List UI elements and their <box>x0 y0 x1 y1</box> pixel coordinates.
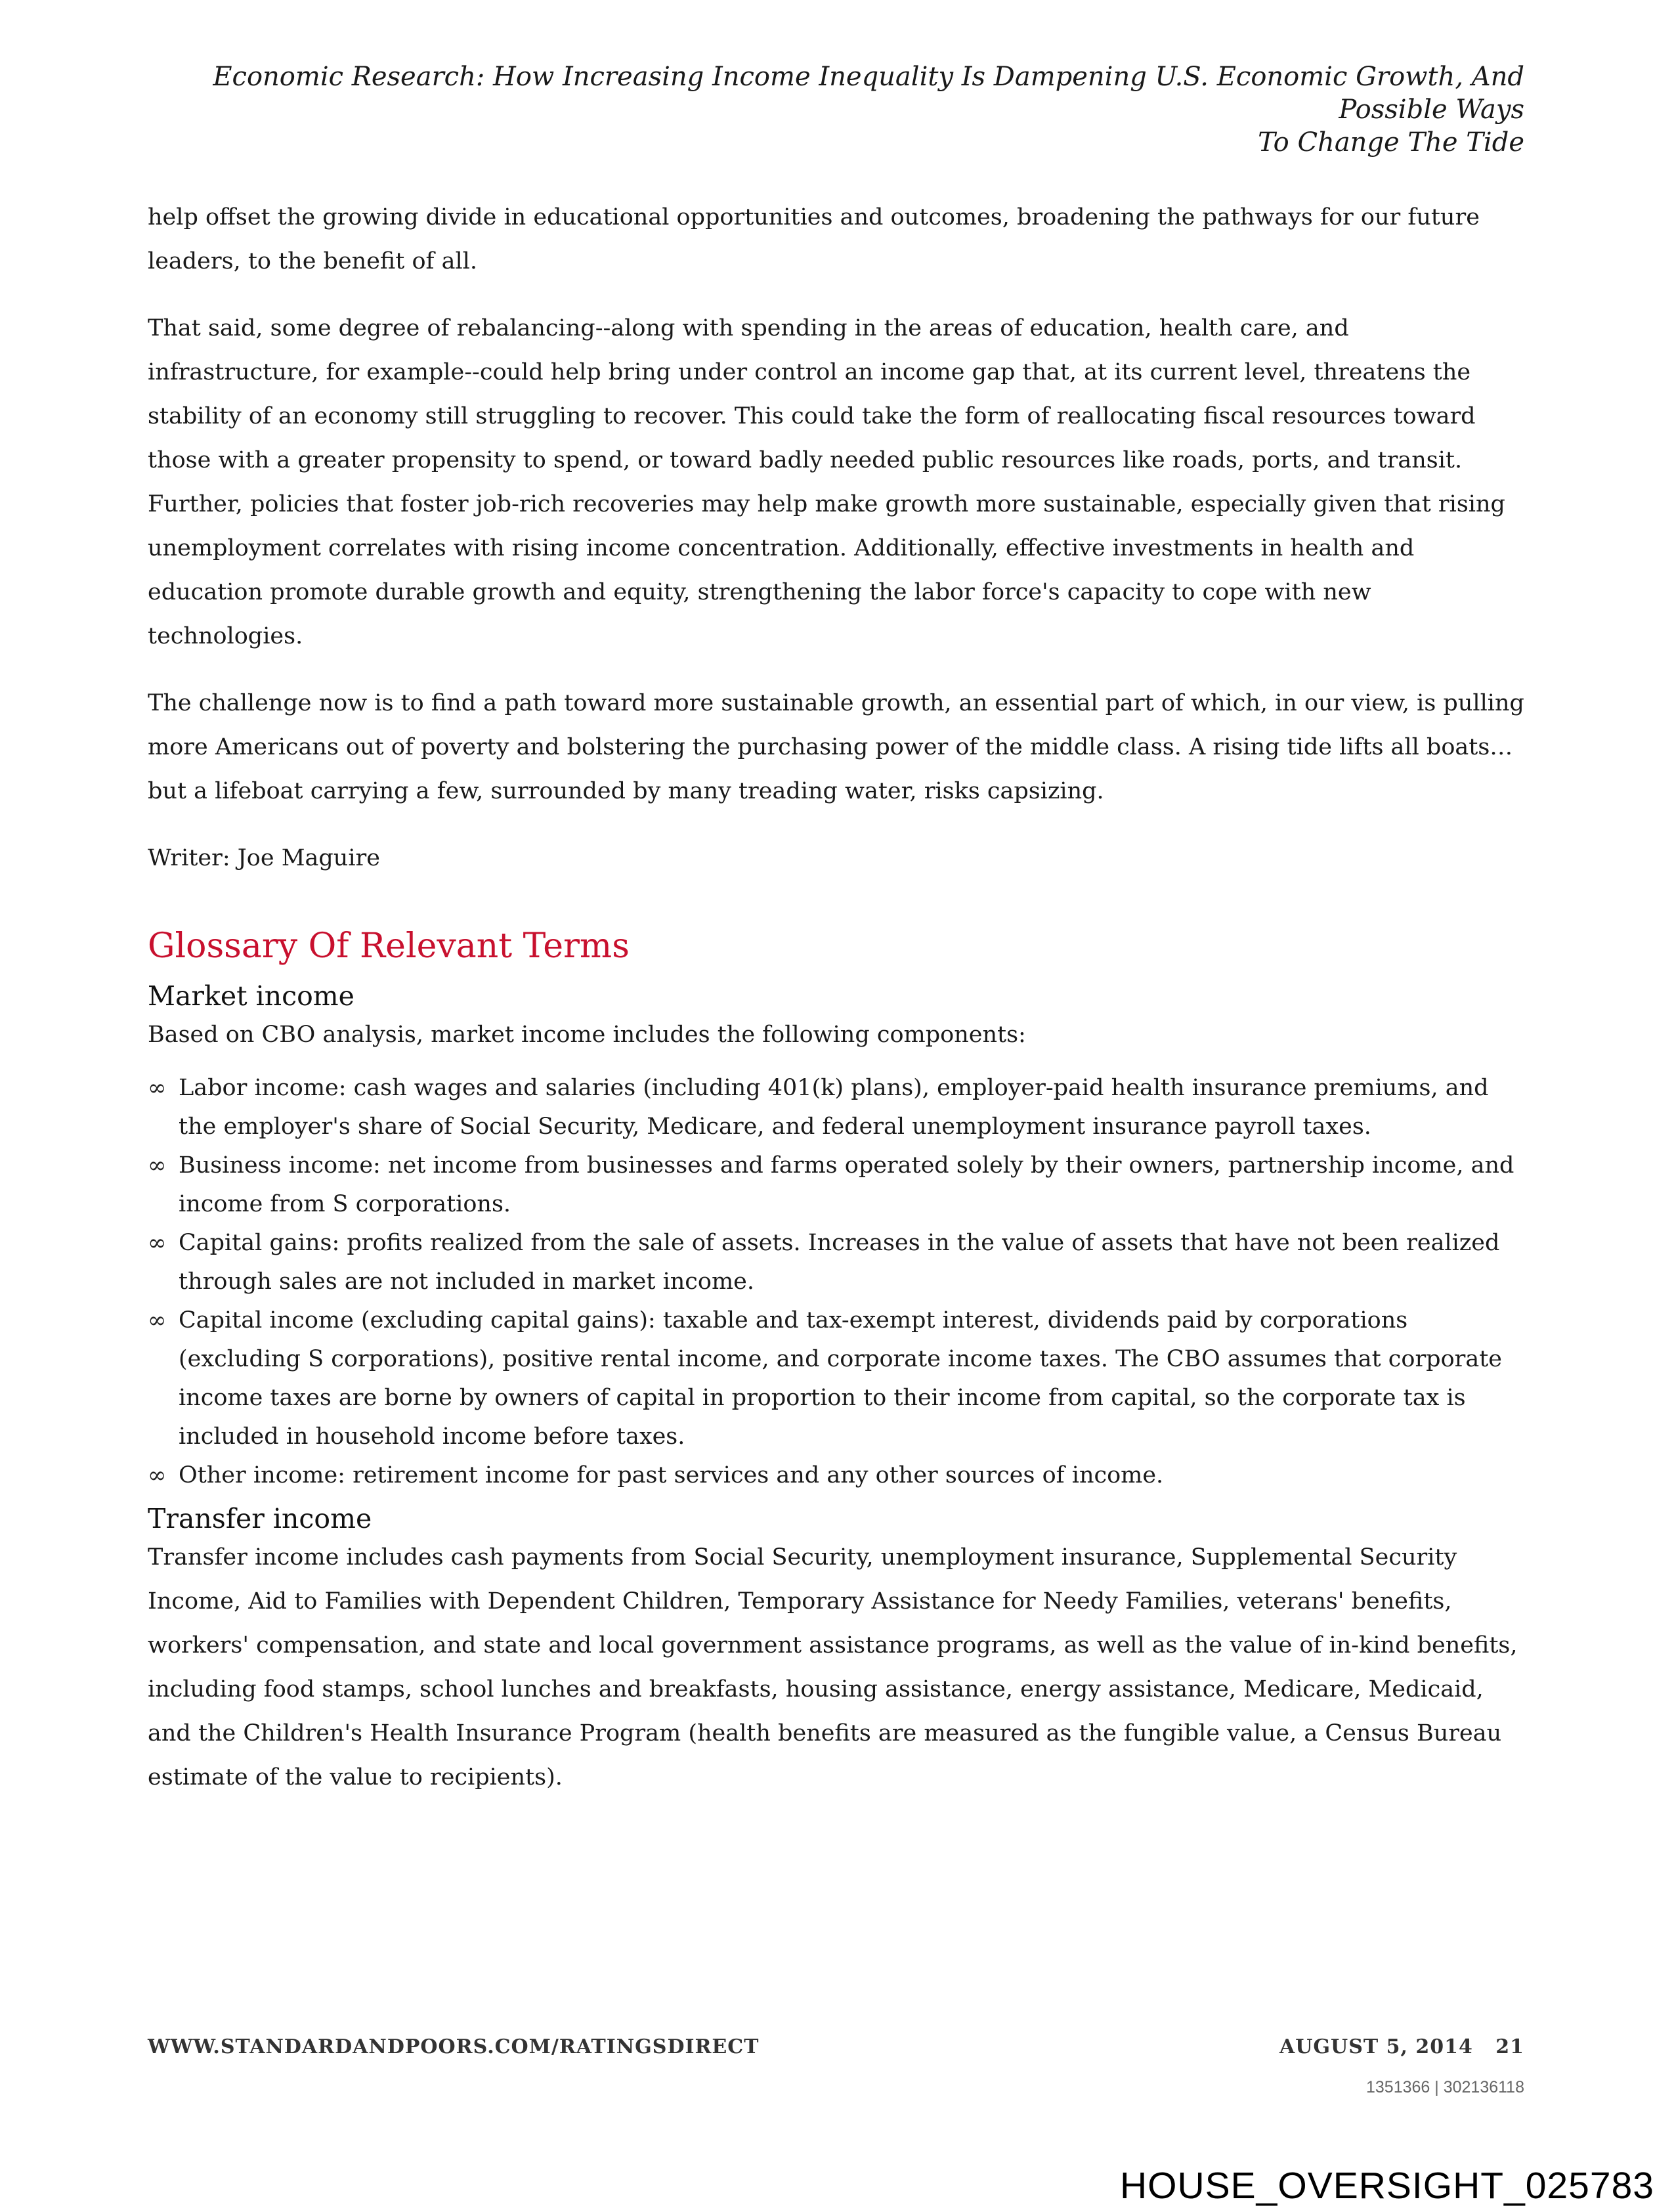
list-item <box>148 1301 1526 1456</box>
document-ids: 1351366 | 302136118 <box>1366 2078 1524 2096</box>
market-income-intro: Based on CBO analysis, market income includes the following components: <box>148 1022 1026 1048</box>
bates-stamp: HOUSE_OVERSIGHT_025783 <box>1119 2165 1654 2207</box>
list-item-text: Capital income (excluding capital gains): taxable and tax-exempt interest, dividends paid by corporations (excluding S corporations), positive rental income, and corporate income taxes. The CBO assumes that corporate income taxes are borne by owners of capital in proportion to their income from capital, so the corporate tax is included in household income before taxes. <box>179 1307 1503 1450</box>
glossary-heading: Glossary Of Relevant Terms <box>148 926 630 966</box>
list-item-text: Capital gains: profits realized from the sale of assets. Increases in the value of assets that have not been realized through sales are not included in market income. <box>179 1230 1500 1295</box>
list-item-text: Other income: retirement income for past services and any other sources of income. <box>179 1462 1164 1488</box>
infinity-bullet-icon: ∞ <box>148 1462 167 1488</box>
footer-date: AUGUST 5, 2014 <box>1279 2035 1473 2058</box>
infinity-bullet-icon: ∞ <box>148 1230 167 1256</box>
footer-url: WWW.STANDARDANDPOORS.COM/RATINGSDIRECT <box>148 2035 760 2058</box>
infinity-bullet-icon: ∞ <box>148 1152 167 1179</box>
term-heading-transfer-income: Transfer income <box>148 1503 372 1534</box>
infinity-bullet-icon: ∞ <box>148 1307 167 1334</box>
term-heading-market-income: Market income <box>148 980 354 1012</box>
running-header <box>131 60 1524 159</box>
running-header-line-1: Economic Research: How Increasing Income Inequality Is Dampening U.S. Economic Growth, And Possible Ways <box>213 62 1524 125</box>
footer-date-page <box>1279 2035 1524 2058</box>
list-item <box>148 1069 1526 1146</box>
market-income-components-list <box>148 1069 1526 1495</box>
writer-credit: Writer: Joe Maguire <box>148 845 380 871</box>
page-number: 21 <box>1495 2035 1524 2058</box>
running-header-line-2: To Change The Tide <box>1258 127 1524 158</box>
body-content <box>148 196 1526 1800</box>
list-item <box>148 1224 1526 1301</box>
paragraph: help offset the growing divide in educational opportunities and outcomes, broadening the pathways for our future leaders, to the benefit of all. <box>148 204 1480 274</box>
infinity-bullet-icon: ∞ <box>148 1075 167 1101</box>
paragraph: The challenge now is to find a path toward more sustainable growth, an essential part of which, in our view, is pulling more Americans out of poverty and bolstering the purchasing power of the middle class. A rising tide lifts all boats…but a lifeboat carrying a few, surrounded by many treading water, risks capsizing. <box>148 690 1524 804</box>
list-item <box>148 1456 1526 1495</box>
paragraph: That said, some degree of rebalancing--along with spending in the areas of education, health care, and infrastructure, for example--could help bring under control an income gap that, at its current level, threatens the stability of an economy still struggling to recover. This could take the form of reallocating fiscal resources toward those with a greater propensity to spend, or toward badly needed public resources like roads, ports, and transit. Further, policies that foster job-rich recoveries may help make growth more sustainable, especially given that rising unemployment correlates with rising income concentration. Additionally, effective investments in health and education promote durable growth and equity, strengthening the labor force's capacity to cope with new technologies. <box>148 315 1505 649</box>
transfer-income-definition: Transfer income includes cash payments from Social Security, unemployment insurance, Supplemental Security Income, Aid to Families with Dependent Children, Temporary Assistance for Needy Families, veterans' benefits, workers' compensation, and state and local government assistance programs, as well as the value of in-kind benefits, including food stamps, school lunches and breakfasts, housing assistance, energy assistance, Medicare, Medicaid, and the Children's Health Insurance Program (health benefits are measured as the fungible value, a Census Bureau estimate of the value to recipients). <box>148 1544 1518 1790</box>
list-item-text: Business income: net income from businesses and farms operated solely by their owners, partnership income, and income from S corporations. <box>179 1152 1514 1217</box>
list-item-text: Labor income: cash wages and salaries (including 401(k) plans), employer-paid health insurance premiums, and the employer's share of Social Security, Medicare, and federal unemployment insurance payroll taxes. <box>179 1075 1489 1140</box>
list-item <box>148 1146 1526 1224</box>
